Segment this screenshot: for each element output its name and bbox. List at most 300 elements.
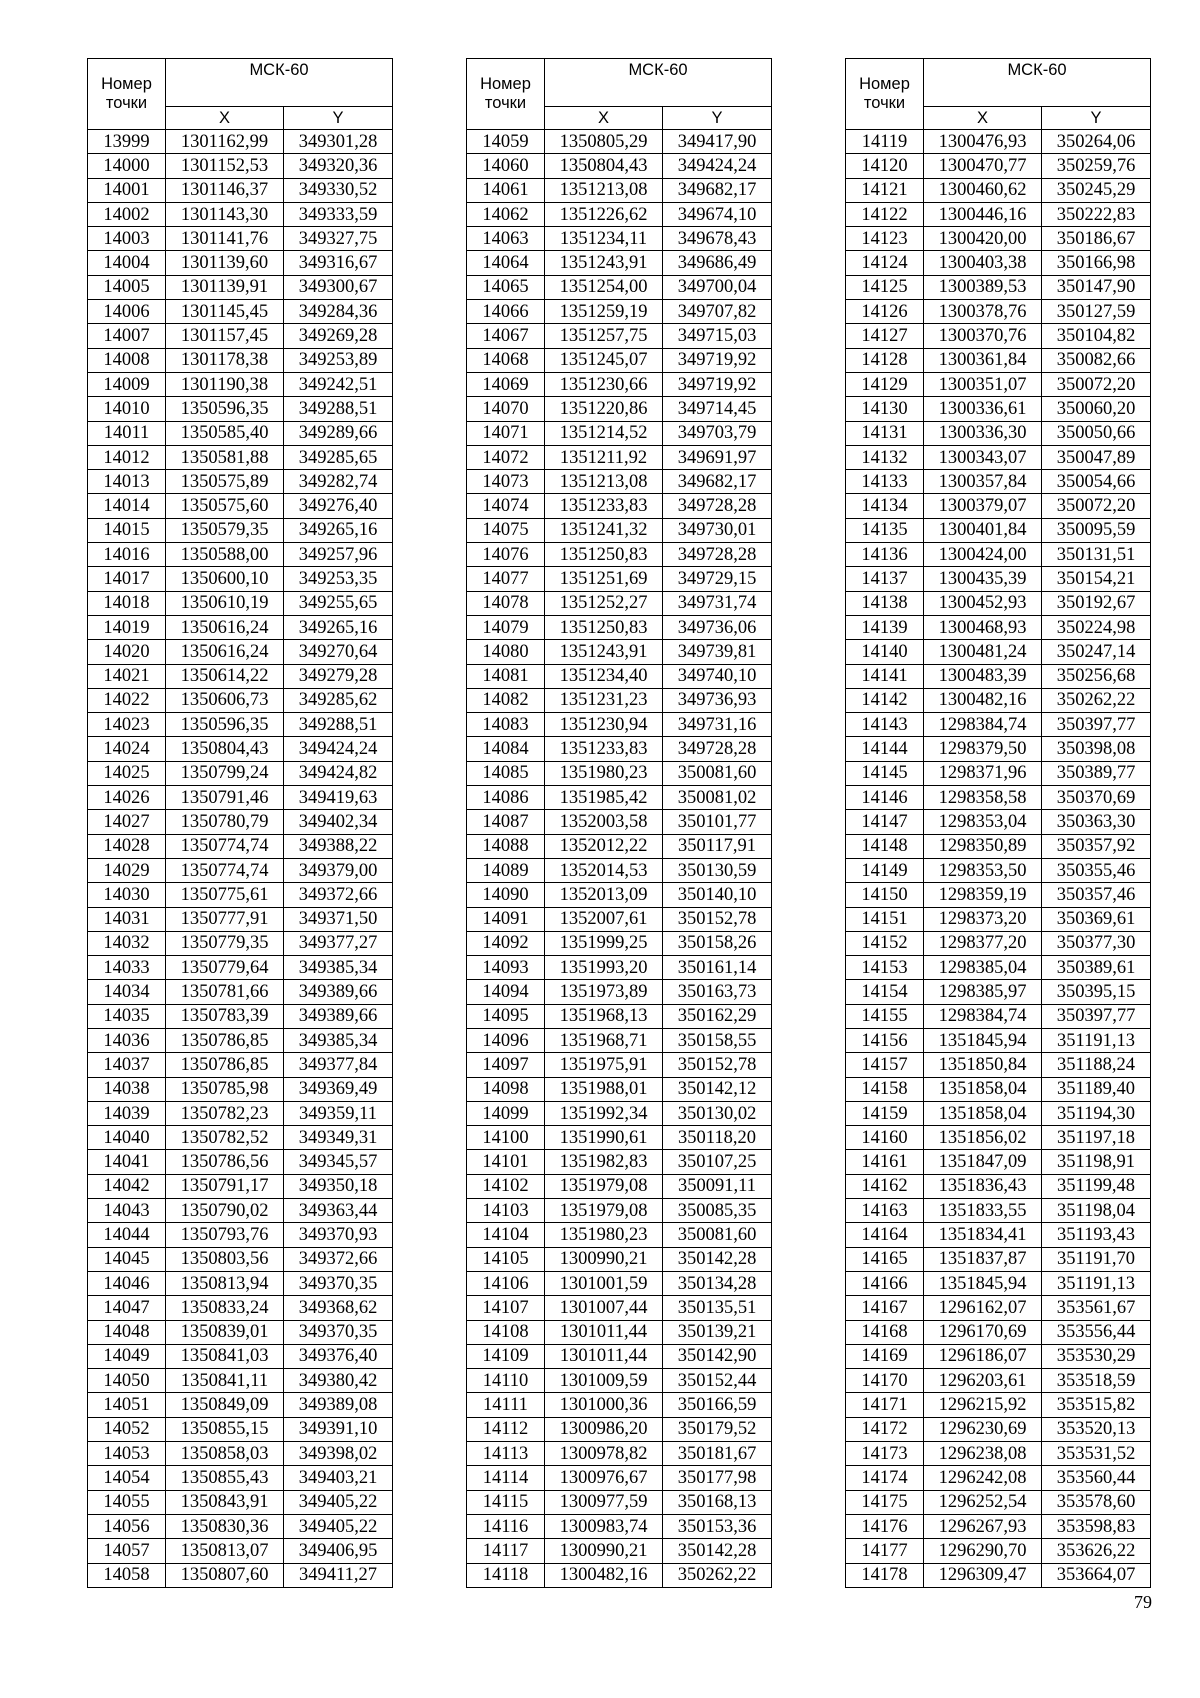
- table-row: [467, 858, 772, 882]
- y-coordinate-cell: 349703,79: [663, 421, 772, 445]
- y-coordinate-cell: 349389,66: [284, 980, 393, 1004]
- x-coordinate-cell: 1296170,69: [924, 1320, 1042, 1344]
- x-coordinate-cell: 1350575,89: [166, 470, 284, 494]
- table-row: [88, 664, 393, 688]
- x-coordinate-cell: 1350803,56: [166, 1247, 284, 1271]
- point-number-cell: 14151: [846, 907, 924, 931]
- x-coordinate-cell: 1301011,44: [545, 1344, 663, 1368]
- y-coordinate-cell: 349379,00: [284, 858, 393, 882]
- table-row: [88, 688, 393, 712]
- point-number-cell: 14137: [846, 567, 924, 591]
- y-coordinate-cell: 350168,13: [663, 1490, 772, 1514]
- point-number-cell: 14174: [846, 1466, 924, 1490]
- table-row: [88, 1174, 393, 1198]
- point-number-cell: 14035: [88, 1004, 166, 1028]
- x-coordinate-cell: 1298353,04: [924, 810, 1042, 834]
- y-coordinate-cell: 350398,08: [1042, 737, 1151, 761]
- x-coordinate-cell: 1296162,07: [924, 1296, 1042, 1320]
- y-coordinate-cell: 349389,08: [284, 1393, 393, 1417]
- y-coordinate-cell: 349276,40: [284, 494, 393, 518]
- point-number-cell: 14178: [846, 1563, 924, 1587]
- point-number-cell: 14106: [467, 1271, 545, 1295]
- table-row: [467, 1150, 772, 1174]
- table-row: [88, 834, 393, 858]
- x-coordinate-cell: 1350813,94: [166, 1271, 284, 1295]
- y-coordinate-cell: 351191,70: [1042, 1247, 1151, 1271]
- point-number-cell: 14014: [88, 494, 166, 518]
- y-coordinate-cell: 350134,28: [663, 1271, 772, 1295]
- x-coordinate-cell: 1300986,20: [545, 1417, 663, 1441]
- point-number-cell: 14163: [846, 1199, 924, 1223]
- point-number-cell: 14067: [467, 324, 545, 348]
- table-row: [846, 1417, 1151, 1441]
- y-coordinate-cell: 349411,27: [284, 1563, 393, 1587]
- table-row: [467, 324, 772, 348]
- y-coordinate-cell: 353560,44: [1042, 1466, 1151, 1490]
- point-number-cell: 14073: [467, 470, 545, 494]
- x-coordinate-cell: 1300378,76: [924, 300, 1042, 324]
- x-coordinate-cell: 1351213,08: [545, 178, 663, 202]
- point-number-header: Номер точки: [467, 59, 545, 130]
- table-row: [846, 615, 1151, 639]
- y-coordinate-cell: 350262,22: [663, 1563, 772, 1587]
- x-coordinate-cell: 1350616,24: [166, 640, 284, 664]
- table-row: [88, 470, 393, 494]
- table-row: [846, 907, 1151, 931]
- y-coordinate-cell: 349363,44: [284, 1199, 393, 1223]
- x-coordinate-cell: 1351837,87: [924, 1247, 1042, 1271]
- y-coordinate-cell: 350085,35: [663, 1199, 772, 1223]
- point-number-cell: 14169: [846, 1344, 924, 1368]
- y-coordinate-cell: 349691,97: [663, 445, 772, 469]
- y-coordinate-cell: 350363,30: [1042, 810, 1151, 834]
- y-coordinate-cell: 349284,36: [284, 300, 393, 324]
- point-number-cell: 14051: [88, 1393, 166, 1417]
- point-number-cell: 14076: [467, 543, 545, 567]
- x-coordinate-cell: 1300446,16: [924, 202, 1042, 226]
- page-number: 79: [1134, 1592, 1152, 1612]
- x-coordinate-cell: 1300978,82: [545, 1442, 663, 1466]
- y-coordinate-cell: 349372,66: [284, 883, 393, 907]
- point-number-cell: 14090: [467, 883, 545, 907]
- point-number-cell: 14087: [467, 810, 545, 834]
- table-row: [88, 1539, 393, 1563]
- x-coordinate-cell: 1351975,91: [545, 1053, 663, 1077]
- table-row: [467, 348, 772, 372]
- point-number-cell: 14165: [846, 1247, 924, 1271]
- point-number-cell: 14053: [88, 1442, 166, 1466]
- y-coordinate-cell: 349424,24: [284, 737, 393, 761]
- x-coordinate-cell: 1301143,30: [166, 202, 284, 226]
- x-coordinate-cell: 1300476,93: [924, 130, 1042, 154]
- table-row: [467, 1442, 772, 1466]
- table-row: [467, 688, 772, 712]
- table-row: [846, 154, 1151, 178]
- x-coordinate-cell: 1350799,24: [166, 761, 284, 785]
- point-number-cell: 14026: [88, 786, 166, 810]
- y-coordinate-cell: 350192,67: [1042, 591, 1151, 615]
- y-coordinate-cell: 349327,75: [284, 227, 393, 251]
- table-row: [846, 567, 1151, 591]
- point-number-cell: 14136: [846, 543, 924, 567]
- y-coordinate-cell: 350107,25: [663, 1150, 772, 1174]
- y-coordinate-cell: 353598,83: [1042, 1514, 1151, 1538]
- coordinate-table-3: [845, 58, 1150, 1588]
- point-number-cell: 14006: [88, 300, 166, 324]
- table-row: [467, 543, 772, 567]
- x-coordinate-cell: 1351836,43: [924, 1174, 1042, 1198]
- y-coordinate-cell: 349320,36: [284, 154, 393, 178]
- y-coordinate-cell: 350130,59: [663, 858, 772, 882]
- x-coordinate-cell: 1350606,73: [166, 688, 284, 712]
- x-coordinate-cell: 1350610,19: [166, 591, 284, 615]
- y-coordinate-cell: 350081,60: [663, 1223, 772, 1247]
- y-coordinate-cell: 349740,10: [663, 664, 772, 688]
- point-number-cell: 14029: [88, 858, 166, 882]
- x-coordinate-cell: 1351250,83: [545, 615, 663, 639]
- x-coordinate-cell: 1350588,00: [166, 543, 284, 567]
- point-number-cell: 14153: [846, 956, 924, 980]
- point-number-cell: 14139: [846, 615, 924, 639]
- point-number-cell: 14166: [846, 1271, 924, 1295]
- y-coordinate-cell: 349359,11: [284, 1101, 393, 1125]
- y-coordinate-cell: 349424,82: [284, 761, 393, 785]
- table-row: [467, 567, 772, 591]
- y-coordinate-cell: 349265,16: [284, 615, 393, 639]
- point-number-cell: 14025: [88, 761, 166, 785]
- x-coordinate-cell: 1300424,00: [924, 543, 1042, 567]
- x-coordinate-cell: 1350783,39: [166, 1004, 284, 1028]
- point-number-cell: 14111: [467, 1393, 545, 1417]
- table-row: [846, 421, 1151, 445]
- table-row: [846, 445, 1151, 469]
- y-coordinate-cell: 353561,67: [1042, 1296, 1151, 1320]
- y-coordinate-cell: 349729,15: [663, 567, 772, 591]
- y-coordinate-cell: 350357,92: [1042, 834, 1151, 858]
- table-row: [467, 154, 772, 178]
- table-row: [846, 300, 1151, 324]
- table-row: [846, 1539, 1151, 1563]
- x-coordinate-cell: 1301162,99: [166, 130, 284, 154]
- table-row: [846, 1490, 1151, 1514]
- point-number-cell: 14168: [846, 1320, 924, 1344]
- point-number-cell: 14171: [846, 1393, 924, 1417]
- x-coordinate-cell: 1351968,71: [545, 1028, 663, 1052]
- table-row: [467, 1490, 772, 1514]
- x-coordinate-cell: 1350616,24: [166, 615, 284, 639]
- y-coordinate-cell: 350259,76: [1042, 154, 1151, 178]
- y-coordinate-cell: 350050,66: [1042, 421, 1151, 445]
- x-coordinate-cell: 1300452,93: [924, 591, 1042, 615]
- x-coordinate-cell: 1350791,17: [166, 1174, 284, 1198]
- y-coordinate-cell: 349678,43: [663, 227, 772, 251]
- table-row: [88, 640, 393, 664]
- table-row: [467, 713, 772, 737]
- y-coordinate-cell: 350140,10: [663, 883, 772, 907]
- point-number-cell: 14084: [467, 737, 545, 761]
- x-coordinate-cell: 1350596,35: [166, 713, 284, 737]
- table-row: [467, 202, 772, 226]
- y-coordinate-cell: 349288,51: [284, 397, 393, 421]
- point-number-cell: 14115: [467, 1490, 545, 1514]
- x-coordinate-cell: 1351233,83: [545, 494, 663, 518]
- table-row: [467, 1004, 772, 1028]
- table-row: [88, 202, 393, 226]
- y-coordinate-cell: 349285,62: [284, 688, 393, 712]
- y-coordinate-cell: 350377,30: [1042, 931, 1151, 955]
- table-row: [88, 275, 393, 299]
- y-coordinate-cell: 349253,89: [284, 348, 393, 372]
- y-coordinate-cell: 349707,82: [663, 300, 772, 324]
- table-row: [88, 761, 393, 785]
- x-coordinate-cell: 1301141,76: [166, 227, 284, 251]
- y-coordinate-cell: 349736,06: [663, 615, 772, 639]
- table-row: [88, 956, 393, 980]
- x-coordinate-cell: 1351245,07: [545, 348, 663, 372]
- x-coordinate-cell: 1350830,36: [166, 1514, 284, 1538]
- y-coordinate-cell: 350264,06: [1042, 130, 1151, 154]
- x-coordinate-cell: 1300470,77: [924, 154, 1042, 178]
- table-row: [467, 1466, 772, 1490]
- table-row: [88, 324, 393, 348]
- x-coordinate-cell: 1350781,66: [166, 980, 284, 1004]
- table-row: [846, 980, 1151, 1004]
- point-number-cell: 14004: [88, 251, 166, 275]
- y-coordinate-cell: 350127,59: [1042, 300, 1151, 324]
- x-coordinate-cell: 1351250,83: [545, 543, 663, 567]
- point-number-cell: 14175: [846, 1490, 924, 1514]
- point-number-cell: 13999: [88, 130, 166, 154]
- x-coordinate-cell: 1298377,20: [924, 931, 1042, 955]
- y-coordinate-cell: 349255,65: [284, 591, 393, 615]
- point-number-cell: 14145: [846, 761, 924, 785]
- point-number-cell: 14034: [88, 980, 166, 1004]
- table-row: [88, 810, 393, 834]
- y-coordinate-cell: 349391,10: [284, 1417, 393, 1441]
- x-coordinate-cell: 1351257,75: [545, 324, 663, 348]
- y-coordinate-cell: 349719,92: [663, 372, 772, 396]
- point-number-cell: 14147: [846, 810, 924, 834]
- table-row: [88, 1369, 393, 1393]
- table-row: [88, 1393, 393, 1417]
- table-row: [846, 1053, 1151, 1077]
- table-row: [467, 664, 772, 688]
- point-number-cell: 14007: [88, 324, 166, 348]
- x-coordinate-cell: 1298350,89: [924, 834, 1042, 858]
- point-number-cell: 14143: [846, 713, 924, 737]
- x-coordinate-cell: 1351251,69: [545, 567, 663, 591]
- y-coordinate-cell: 351188,24: [1042, 1053, 1151, 1077]
- y-coordinate-cell: 350047,89: [1042, 445, 1151, 469]
- x-coordinate-cell: 1298384,74: [924, 1004, 1042, 1028]
- point-number-cell: 14016: [88, 543, 166, 567]
- x-coordinate-cell: 1300361,84: [924, 348, 1042, 372]
- x-coordinate-cell: 1351834,41: [924, 1223, 1042, 1247]
- point-number-cell: 14009: [88, 372, 166, 396]
- table-row: [846, 1344, 1151, 1368]
- y-coordinate-cell: 349700,04: [663, 275, 772, 299]
- table-row: [846, 737, 1151, 761]
- table-row: [467, 1053, 772, 1077]
- point-number-cell: 14117: [467, 1539, 545, 1563]
- x-coordinate-cell: 1350849,09: [166, 1393, 284, 1417]
- x-coordinate-cell: 1351980,23: [545, 761, 663, 785]
- y-coordinate-cell: 353664,07: [1042, 1563, 1151, 1587]
- y-coordinate-cell: 349316,67: [284, 251, 393, 275]
- y-coordinate-cell: 350369,61: [1042, 907, 1151, 931]
- table-row: [88, 591, 393, 615]
- point-number-cell: 14116: [467, 1514, 545, 1538]
- table-row: [846, 1514, 1151, 1538]
- x-coordinate-cell: 1350786,56: [166, 1150, 284, 1174]
- x-coordinate-cell: 1298385,97: [924, 980, 1042, 1004]
- y-coordinate-cell: 350118,20: [663, 1126, 772, 1150]
- x-coordinate-cell: 1351858,04: [924, 1101, 1042, 1125]
- point-number-cell: 14031: [88, 907, 166, 931]
- table-row: [88, 713, 393, 737]
- y-coordinate-cell: 350139,21: [663, 1320, 772, 1344]
- x-coordinate-cell: 1351234,40: [545, 664, 663, 688]
- x-coordinate-cell: 1351973,89: [545, 980, 663, 1004]
- point-number-cell: 14083: [467, 713, 545, 737]
- point-number-cell: 14070: [467, 397, 545, 421]
- table-row: [88, 1296, 393, 1320]
- point-number-cell: 14003: [88, 227, 166, 251]
- point-number-cell: 14054: [88, 1466, 166, 1490]
- x-coordinate-cell: 1300357,84: [924, 470, 1042, 494]
- x-coordinate-cell: 1350785,98: [166, 1077, 284, 1101]
- x-coordinate-cell: 1300420,00: [924, 227, 1042, 251]
- y-coordinate-cell: 350224,98: [1042, 615, 1151, 639]
- point-number-cell: 14059: [467, 130, 545, 154]
- table-row: [88, 518, 393, 542]
- x-header: X: [166, 107, 284, 130]
- point-number-cell: 14017: [88, 567, 166, 591]
- point-number-cell: 14130: [846, 397, 924, 421]
- point-number-cell: 14088: [467, 834, 545, 858]
- y-coordinate-cell: 349682,17: [663, 470, 772, 494]
- table-row: [846, 518, 1151, 542]
- x-coordinate-cell: 1351990,61: [545, 1126, 663, 1150]
- table-row: [846, 956, 1151, 980]
- point-number-cell: 14140: [846, 640, 924, 664]
- y-coordinate-cell: 350247,14: [1042, 640, 1151, 664]
- point-number-cell: 14161: [846, 1150, 924, 1174]
- x-coordinate-cell: 1351847,09: [924, 1150, 1042, 1174]
- x-coordinate-cell: 1350775,61: [166, 883, 284, 907]
- table-row: [846, 1028, 1151, 1052]
- point-number-cell: 14099: [467, 1101, 545, 1125]
- table-row: [846, 1271, 1151, 1295]
- table-row: [846, 1563, 1151, 1587]
- table-row: [467, 810, 772, 834]
- point-number-cell: 14097: [467, 1053, 545, 1077]
- table-row: [88, 1417, 393, 1441]
- y-coordinate-cell: 353531,52: [1042, 1442, 1151, 1466]
- table-row: [467, 445, 772, 469]
- x-coordinate-cell: 1301011,44: [545, 1320, 663, 1344]
- y-coordinate-cell: 349405,22: [284, 1514, 393, 1538]
- y-coordinate-cell: 349398,02: [284, 1442, 393, 1466]
- y-coordinate-cell: 349288,51: [284, 713, 393, 737]
- x-coordinate-cell: 1351241,32: [545, 518, 663, 542]
- point-number-cell: 14114: [467, 1466, 545, 1490]
- y-coordinate-cell: 350161,14: [663, 956, 772, 980]
- x-coordinate-cell: 1301157,45: [166, 324, 284, 348]
- x-coordinate-cell: 1350600,10: [166, 567, 284, 591]
- x-coordinate-cell: 1352003,58: [545, 810, 663, 834]
- coordinate-system-header: МСК-60: [545, 59, 772, 107]
- table-row: [846, 1126, 1151, 1150]
- table-row: [846, 640, 1151, 664]
- table-row: [88, 1466, 393, 1490]
- y-coordinate-cell: 350395,15: [1042, 980, 1151, 1004]
- y-coordinate-cell: 350072,20: [1042, 372, 1151, 396]
- table-row: [467, 397, 772, 421]
- y-coordinate-cell: 350142,28: [663, 1247, 772, 1271]
- x-coordinate-cell: 1300990,21: [545, 1539, 663, 1563]
- point-number-cell: 14133: [846, 470, 924, 494]
- x-coordinate-cell: 1300990,21: [545, 1247, 663, 1271]
- x-coordinate-cell: 1350585,40: [166, 421, 284, 445]
- point-number-cell: 14172: [846, 1417, 924, 1441]
- point-number-cell: 14019: [88, 615, 166, 639]
- table-row: [846, 1442, 1151, 1466]
- point-number-cell: 14086: [467, 786, 545, 810]
- point-number-cell: 14148: [846, 834, 924, 858]
- point-number-header: Номер точки: [88, 59, 166, 130]
- table-row: [467, 1271, 772, 1295]
- table-row: [88, 1563, 393, 1587]
- table-row: [467, 275, 772, 299]
- y-coordinate-cell: 349265,16: [284, 518, 393, 542]
- point-number-cell: 14160: [846, 1126, 924, 1150]
- y-coordinate-cell: 349719,92: [663, 348, 772, 372]
- point-number-cell: 14050: [88, 1369, 166, 1393]
- point-number-cell: 14142: [846, 688, 924, 712]
- point-number-cell: 14101: [467, 1150, 545, 1174]
- coordinate-system-header: МСК-60: [166, 59, 393, 107]
- point-number-cell: 14092: [467, 931, 545, 955]
- coordinate-table-1: [87, 58, 392, 1588]
- point-number-cell: 14012: [88, 445, 166, 469]
- y-coordinate-cell: 349380,42: [284, 1369, 393, 1393]
- table-row: [846, 1320, 1151, 1344]
- x-coordinate-cell: 1350807,60: [166, 1563, 284, 1587]
- point-number-cell: 14052: [88, 1417, 166, 1441]
- table-row: [88, 421, 393, 445]
- y-coordinate-cell: 349372,66: [284, 1247, 393, 1271]
- table-row: [467, 251, 772, 275]
- table-row: [467, 883, 772, 907]
- table-row: [846, 664, 1151, 688]
- y-coordinate-cell: 349279,28: [284, 664, 393, 688]
- point-number-cell: 14105: [467, 1247, 545, 1271]
- y-coordinate-cell: 353530,29: [1042, 1344, 1151, 1368]
- point-number-cell: 14134: [846, 494, 924, 518]
- table-row: [846, 713, 1151, 737]
- x-coordinate-cell: 1351988,01: [545, 1077, 663, 1101]
- y-coordinate-cell: 350101,77: [663, 810, 772, 834]
- y-coordinate-cell: 350166,98: [1042, 251, 1151, 275]
- y-coordinate-cell: 351199,48: [1042, 1174, 1151, 1198]
- table-row: [467, 591, 772, 615]
- point-number-cell: 14063: [467, 227, 545, 251]
- x-coordinate-cell: 1350782,52: [166, 1126, 284, 1150]
- y-coordinate-cell: 349269,28: [284, 324, 393, 348]
- x-coordinate-cell: 1351213,08: [545, 470, 663, 494]
- table-row: [846, 1174, 1151, 1198]
